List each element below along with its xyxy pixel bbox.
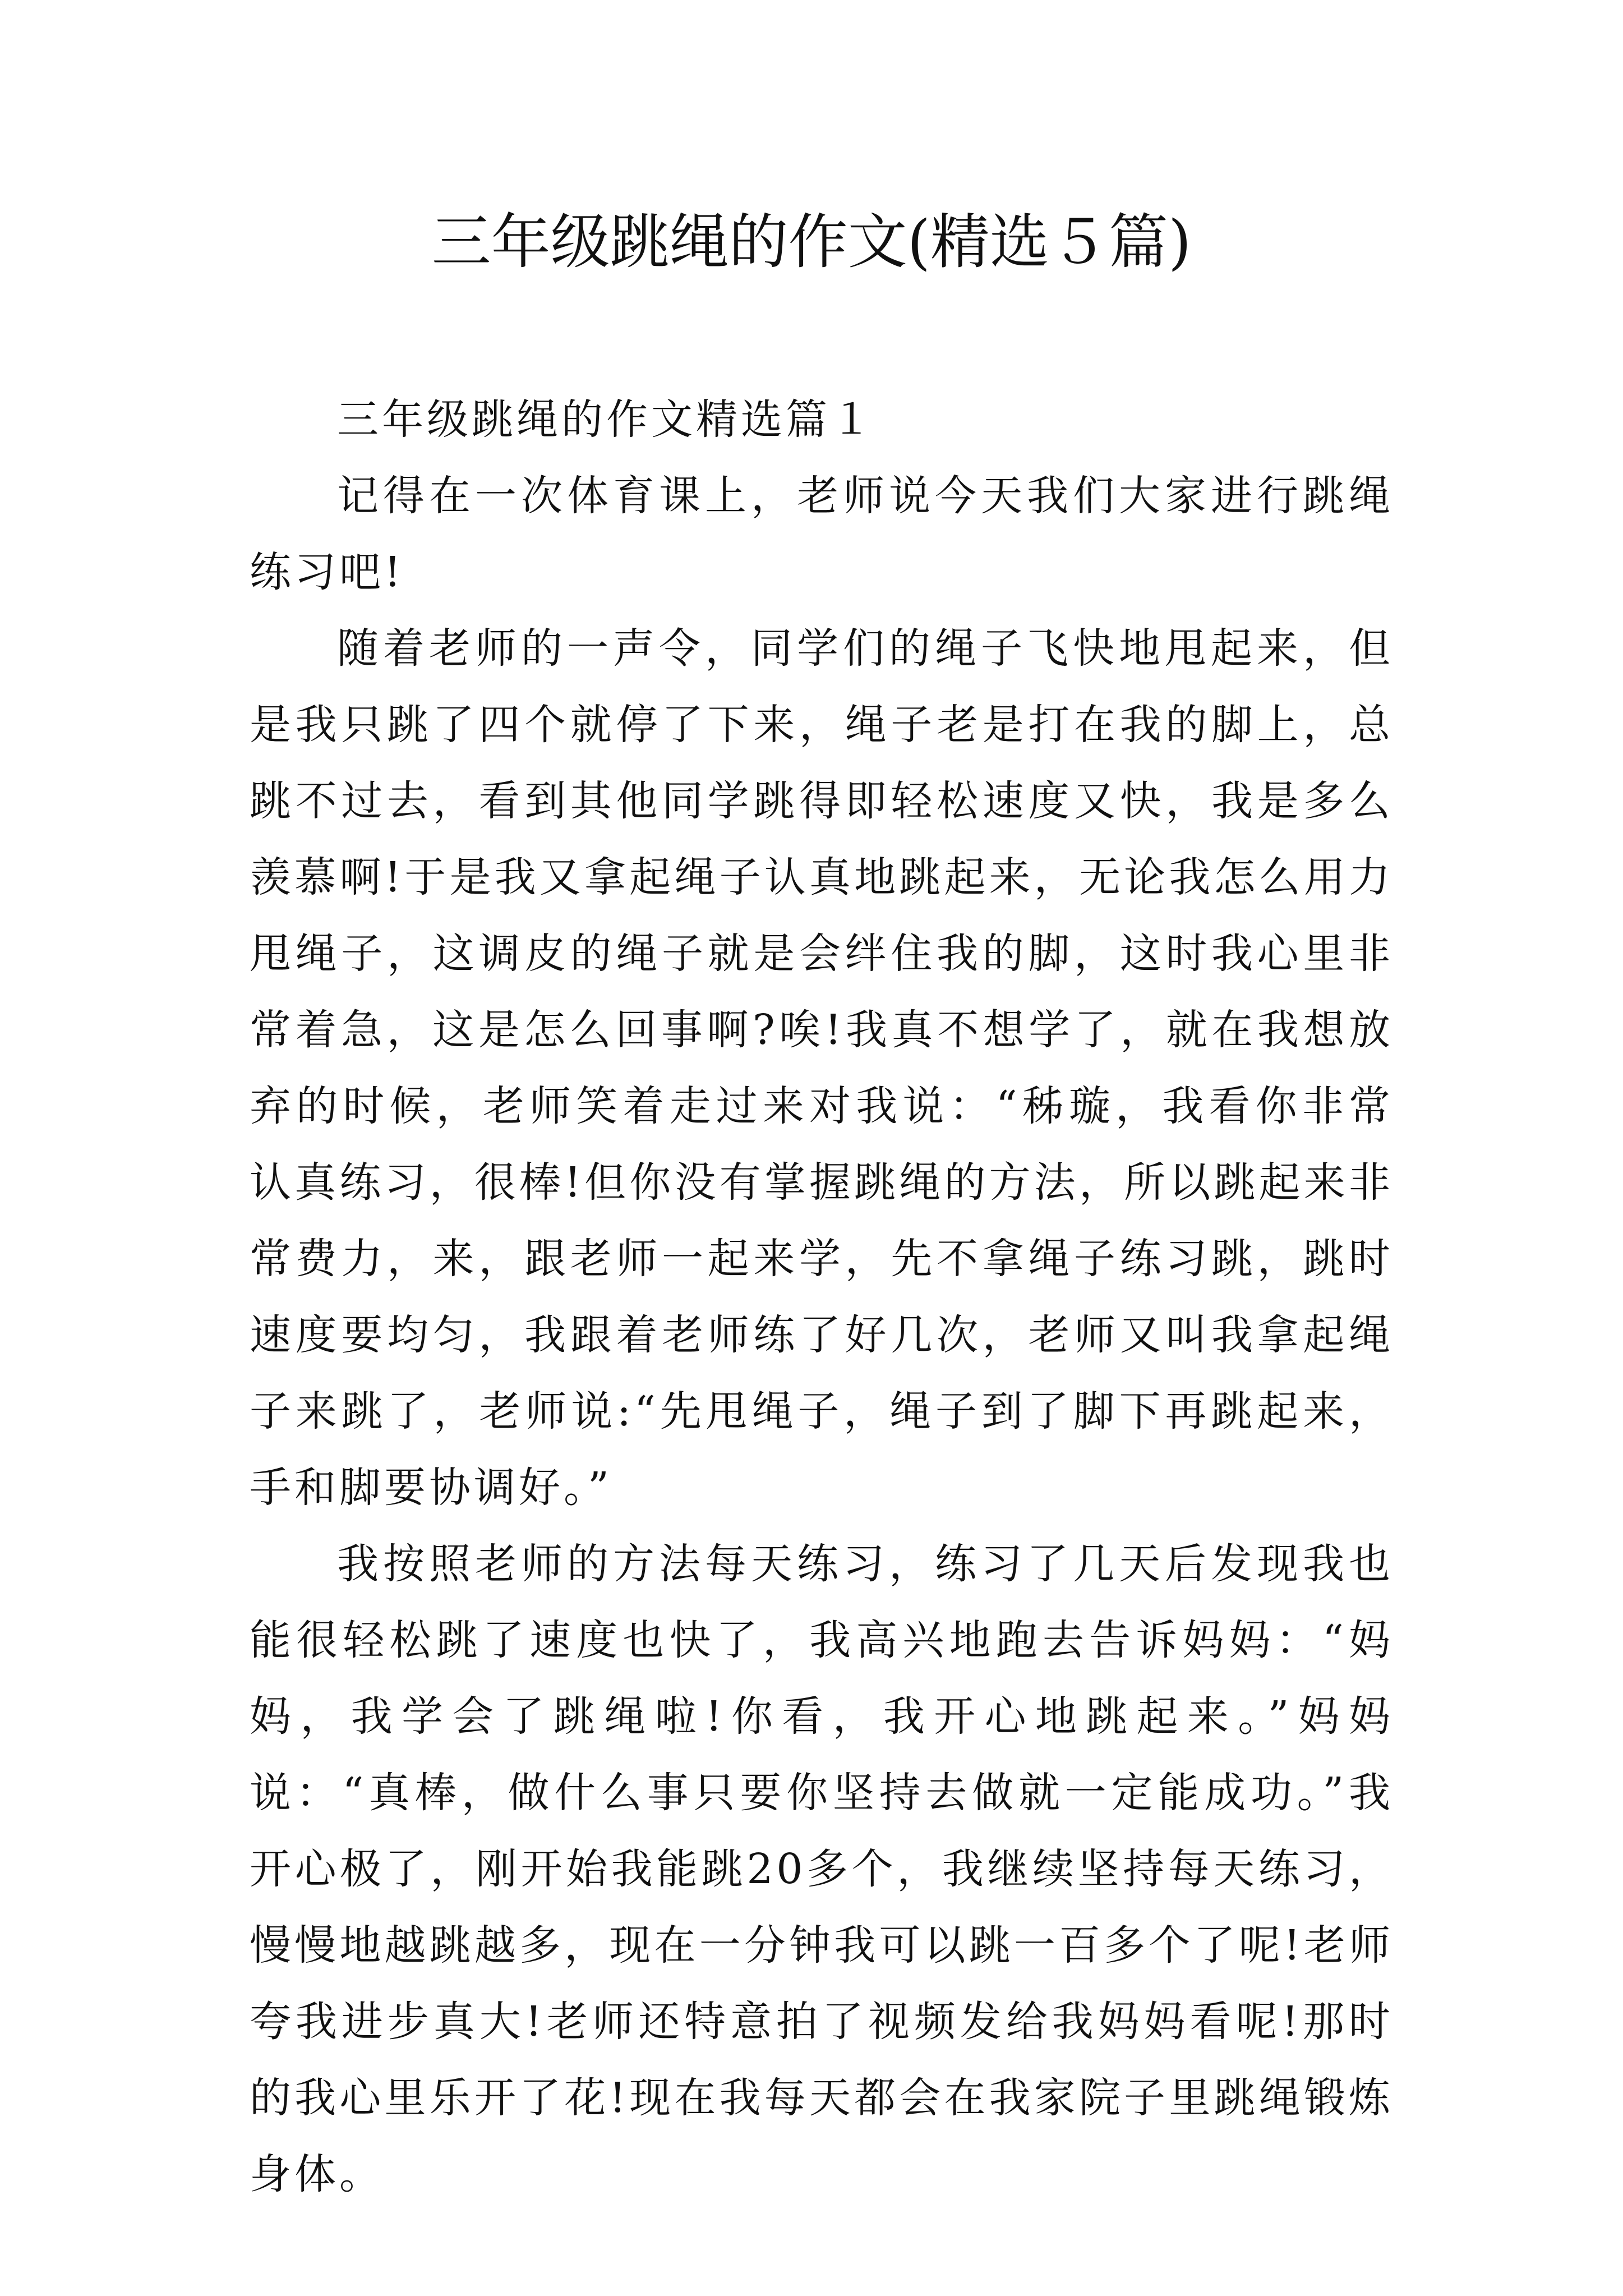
document-title: 三年级跳绳的作文(精选５篇) [431, 208, 1192, 277]
section-heading: 三年级跳绳的作文精选篇１ [337, 395, 875, 444]
paragraph: 随着老师的一声令，同学们的绳子飞快地甩起来，但是我只跳了四个就停了下来，绳子老是打在我的脚上，总跳不过去，看到其他同学跳得即轻松速度又快，我是多么羡慕啊!于是我又拿起绳子认真地跳起来，无论我怎么用力甩绳子，这调皮的绳子就是会绊住我的脚，这时我心里非常着急，这是怎么回事啊?唉!我真不想学了，就在我想放弃的时候，老师笑着走过来对我说：“秭璇，我看你非常认真练习，很棒!但你没有掌握跳绳的方法，所以跳起来非常费力，来，跟老师一起来学，先不拿绳子练习跳，跳时速度要均匀，我跟着老师练了好几次，老师又叫我拿起绳子来跳了，老师说:“先甩绳子，绳子到了脚下再跳起来，手和脚要协调好。” [250, 624, 1394, 1512]
document-body [250, 381, 1394, 2212]
paragraph: 我按照老师的方法每天练习，练习了几天后发现我也能很轻松跳了速度也快了，我高兴地跑去告诉妈妈：“妈妈，我学会了跳绳啦!你看，我开心地跳起来。”妈妈说：“真棒，做什么事只要你坚持去做就一定能成功。”我开心极了，刚开始我能跳20多个，我继续坚持每天练习，慢慢地越跳越多，现在一分钟我可以跳一百多个了呢!老师夸我进步真大!老师还特意拍了视频发给我妈妈看呢!那时的我心里乐开了花!现在我每天都会在我家院子里跳绳锻炼身体。 [250, 1540, 1394, 2198]
paragraph: 记得在一次体育课上，老师说今天我们大家进行跳绳练习吧! [250, 472, 1394, 596]
